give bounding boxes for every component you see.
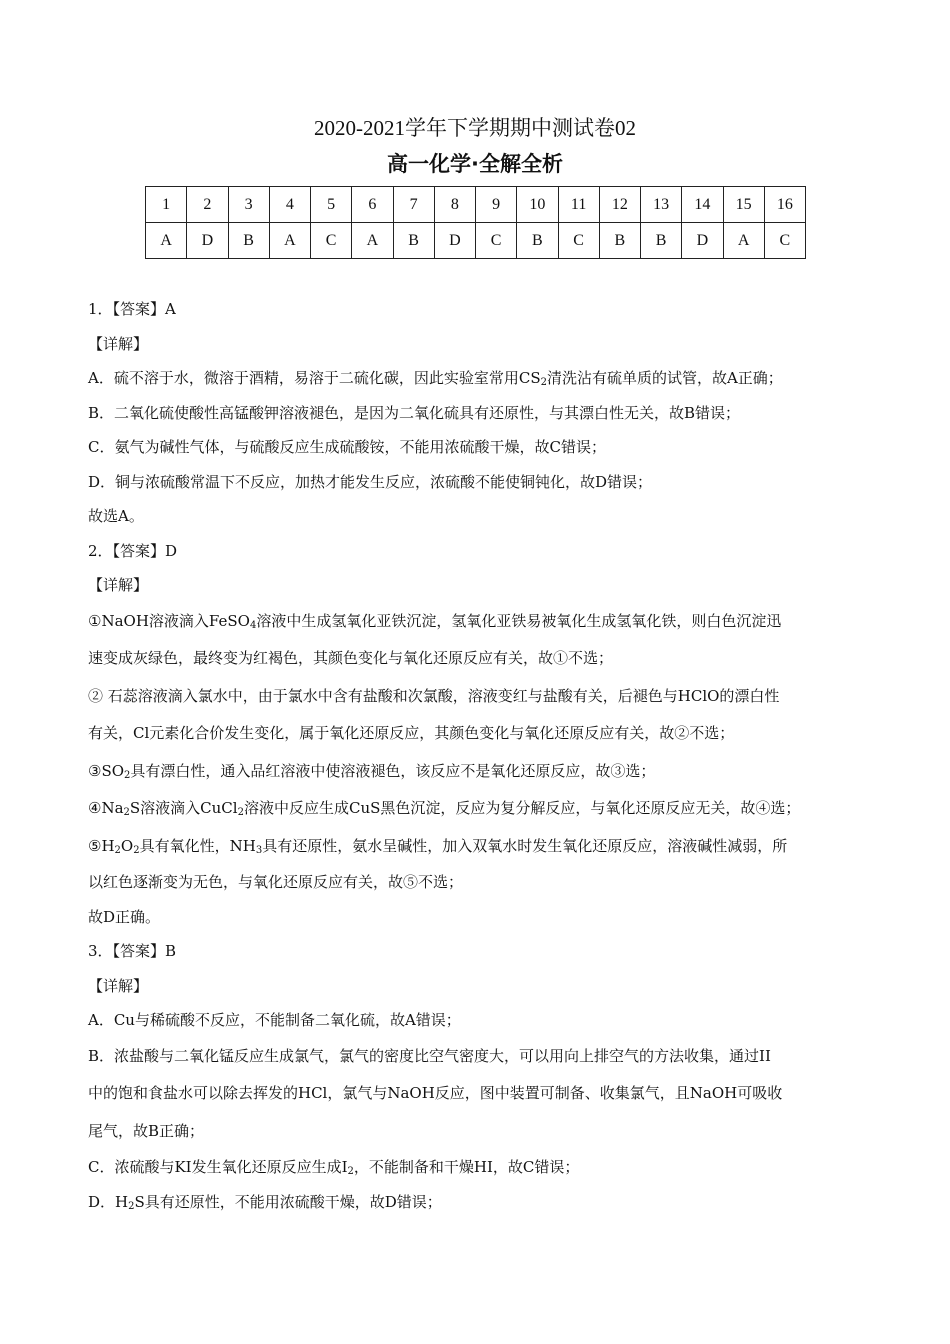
answer-cell: C: [476, 223, 517, 259]
answer-cell: C: [764, 223, 805, 259]
q2-item-4-text-mid: S溶液滴入CuCl: [129, 799, 238, 817]
q1-option-a-subscript: 2: [540, 377, 547, 388]
q3-option-d-text-end: S具有还原性，不能用浓硫酸干燥，故D错误；: [134, 1192, 442, 1211]
question-number-cell: 4: [269, 187, 310, 223]
q2-item-4-subscript: 2: [123, 807, 130, 818]
document-title: 2020-2021学年下学期期中测试卷02: [314, 116, 636, 140]
q3-option-d: [88, 1185, 868, 1220]
answer-cell: B: [599, 223, 640, 259]
q2-item-5-subscript-3: 3: [255, 844, 263, 856]
q2-item-1: [88, 603, 868, 641]
q1-detail-label: 【详解】: [88, 334, 149, 353]
q2-item-2-continued: 有关，Cl元素化合价发生变化，属于氧化还原反应，其颜色变化与氧化还原反应有关，故②不选；: [88, 724, 735, 742]
q3-answer-heading: 3．【答案】B: [88, 942, 177, 960]
q3-detail-label: 【详解】: [88, 976, 149, 995]
q2-item-5-text-end: 具有还原性，氨水呈碱性，加入双氧水时发生氧化还原反应，溶液碱性减弱，所: [262, 836, 788, 855]
question-number-cell: 8: [434, 187, 475, 223]
q3-option-d-text: D．H: [88, 1192, 129, 1211]
q2-item-4-text: ④Na: [88, 799, 124, 817]
question-number-cell: 12: [599, 187, 640, 223]
answer-table: [145, 186, 806, 259]
q2-item-3-text: ③SO: [88, 761, 125, 780]
solutions-body: [88, 292, 868, 1219]
q1-option-a-text-end: 清洗沾有硫单质的试管，故A正确；: [546, 369, 783, 387]
q2-detail-label: 【详解】: [88, 576, 149, 594]
question-number-cell: 3: [228, 187, 269, 223]
q2-item-5-text: ⑤H: [88, 836, 115, 855]
question-number-cell: 16: [764, 187, 805, 223]
answer-cell: D: [682, 223, 723, 259]
q3-option-c: [88, 1150, 868, 1185]
q2-item-1-continued: 速变成灰绿色，最终变为红褐色，其颜色变化与氧化还原反应有关，故①不选；: [88, 649, 614, 667]
question-number-cell: 11: [558, 187, 599, 223]
q2-item-5-subscript-2: 2: [133, 844, 140, 856]
question-number-cell: 6: [352, 187, 393, 223]
q3-option-b-continued-2: 尾气，故B正确；: [88, 1121, 205, 1140]
q2-item-5-text-o: O: [120, 836, 134, 855]
q3-option-b: B．浓盐酸与二氧化锰反应生成氯气，氯气的密度比空气密度大，可以用向上排空气的方法收集，通过II: [88, 1046, 771, 1065]
answer-cell: A: [146, 223, 187, 259]
answer-cell: D: [187, 223, 228, 259]
answer-cell: B: [228, 223, 269, 259]
q1-option-a-text: A．硫不溶于水，微溶于酒精，易溶于二硫化碳，因此实验室常用CS: [88, 369, 541, 387]
q2-conclusion: 故D正确。: [88, 907, 161, 926]
q3-option-a: A．Cu与稀硫酸不反应，不能制备二氧化硫，故A错误；: [88, 1011, 461, 1029]
q1-option-a: [88, 361, 868, 396]
answer-cell: C: [311, 223, 352, 259]
question-number-cell: 13: [641, 187, 682, 223]
answer-cell: C: [558, 223, 599, 259]
q2-item-1-subscript: 4: [249, 619, 257, 631]
q2-item-2: ② 石蕊溶液滴入氯水中，由于氯水中含有盐酸和次氯酸，溶液变红与盐酸有关，后褪色与HClO的漂白性: [88, 686, 780, 705]
question-number-cell: 14: [682, 187, 723, 223]
q2-item-3-text-end: 具有漂白性，通入品红溶液中使溶液褪色，该反应不是氧化还原反应，故③选；: [130, 761, 656, 780]
question-number-cell: 9: [476, 187, 517, 223]
q1-option-d: D．铜与浓硫酸常温下不反应，加热才能发生反应，浓硫酸不能使铜钝化，故D错误；: [88, 472, 653, 491]
document-subtitle: 高一化学·全解全析: [387, 152, 563, 176]
question-number-cell: 1: [146, 187, 187, 223]
answer-cell: B: [641, 223, 682, 259]
answer-cell: A: [352, 223, 393, 259]
q2-item-3-subscript: 2: [124, 769, 131, 781]
question-number-cell: 7: [393, 187, 434, 223]
q2-item-5-text-mid: 具有氧化性，NH: [139, 836, 256, 855]
answer-cell: A: [723, 223, 764, 259]
answer-table-answer-row: [146, 223, 806, 259]
question-number-cell: 15: [723, 187, 764, 223]
q3-option-c-text-end: ，不能制备和干燥HI，故C错误；: [353, 1158, 580, 1176]
q1-option-c: C．氨气为碱性气体，与硫酸反应生成硫酸铵，不能用浓硫酸干燥，故C错误；: [88, 438, 606, 456]
question-number-cell: 2: [187, 187, 228, 223]
answer-cell: B: [393, 223, 434, 259]
q1-answer-heading: 1．【答案】A: [88, 300, 176, 318]
q1-option-b: B．二氧化硫使酸性高锰酸钾溶液褪色，是因为二氧化硫具有还原性，与其漂白性无关，故B错误；: [88, 403, 741, 422]
answer-cell: B: [517, 223, 558, 259]
q2-item-4-text-end: 溶液中反应生成CuS黑色沉淀，反应为复分解反应，与氧化还原反应无关，故④选；: [243, 799, 801, 817]
q3-option-d-subscript: 2: [128, 1200, 135, 1212]
q2-item-5-continued: 以红色逐渐变为无色，与氧化还原反应有关，故⑤不选；: [88, 873, 464, 891]
q2-item-3: [88, 753, 868, 791]
q2-item-5-subscript: 2: [114, 844, 121, 856]
q2-item-4: [88, 790, 868, 828]
q2-item-1-text: ①NaOH溶液滴入FeSO: [88, 611, 250, 630]
answer-cell: D: [434, 223, 475, 259]
q2-item-1-text-end: 溶液中生成氢氧化亚铁沉淀，氢氧化亚铁易被氧化生成氢氧化铁，则白色沉淀迅: [256, 611, 782, 630]
answer-table-number-row: [146, 187, 806, 223]
q2-item-4-subscript-2: 2: [237, 807, 244, 818]
question-number-cell: 10: [517, 187, 558, 223]
q2-item-5: [88, 828, 868, 866]
q1-conclusion: 故选A。: [88, 507, 144, 525]
q2-answer-heading: 2．【答案】D: [88, 541, 178, 560]
question-number-cell: 5: [311, 187, 352, 223]
q3-option-c-subscript: 2: [347, 1166, 354, 1177]
q3-option-b-continued: 中的饱和食盐水可以除去挥发的HCl，氯气与NaOH反应，图中装置可制备、收集氯气，且NaOH可吸收: [88, 1084, 783, 1102]
q3-option-c-text: C．浓硫酸与KI发生氧化还原反应生成I: [88, 1158, 348, 1176]
answer-cell: A: [269, 223, 310, 259]
